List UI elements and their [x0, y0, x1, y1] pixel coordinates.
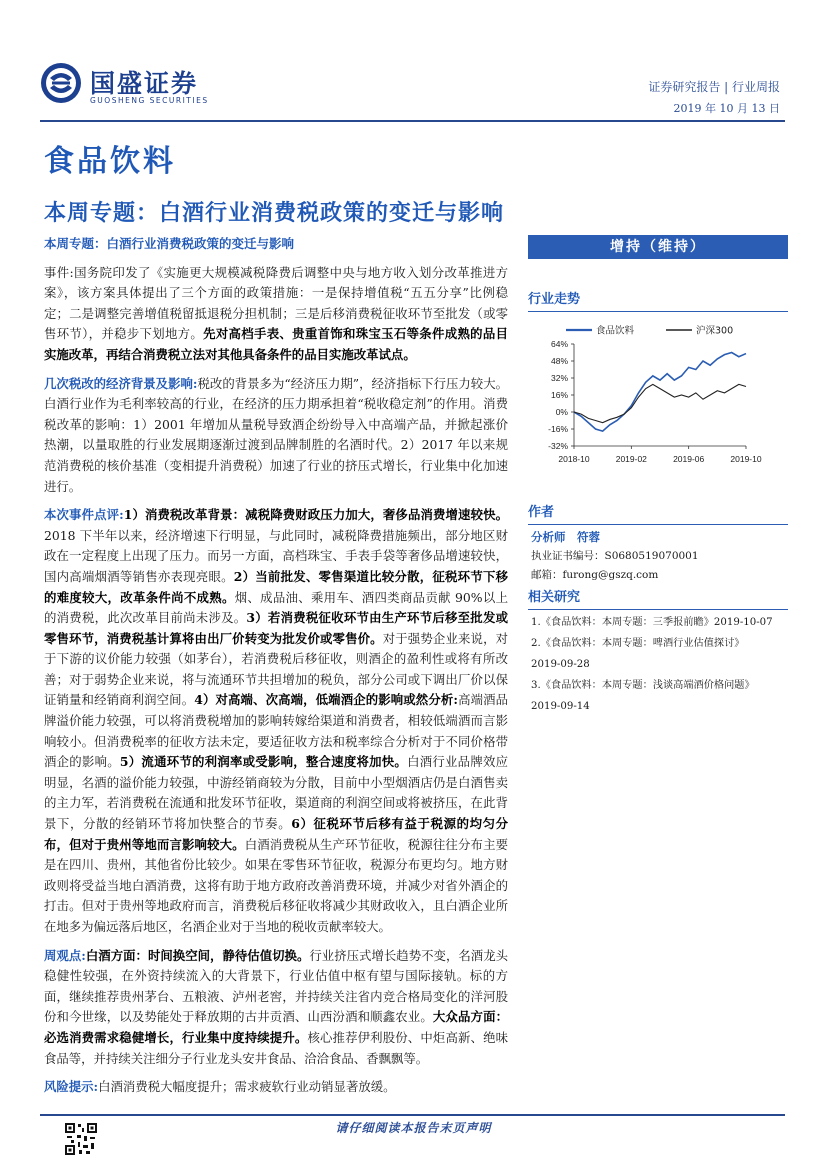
license-number: 执业证书编号：S0680519070001 — [531, 550, 699, 562]
y-tick-label: 16% — [550, 390, 568, 400]
view-point-2: 大众品方面：必选消费需求稳健增长，行业集中度持续提升。 — [44, 1009, 509, 1045]
risk-text: 白酒消费税大幅度提升；需求疲软行业动销显著放缓。 — [98, 1079, 396, 1095]
logo-text-en: GUOSHENG SECURITIES — [90, 96, 209, 105]
review-point-3: 3）若消费税征收环节由生产环节后移至批发或零售环节，消费税基计算将由出厂价转变为批发价或零售价。 — [44, 610, 508, 646]
report-title: 本周专题：白酒行业消费税政策的变迁与影响 — [44, 200, 505, 226]
series-line-csi300 — [574, 384, 746, 422]
related-item[interactable] — [531, 633, 793, 675]
x-tick-label: 2018-10 — [558, 454, 590, 464]
related-research-heading: 相关研究 — [528, 586, 788, 610]
x-tick-label: 2019-02 — [615, 454, 647, 464]
related-research-list — [531, 612, 793, 717]
y-tick-label: -16% — [548, 424, 568, 434]
event-paragraph — [44, 263, 508, 366]
background-text: 税改的背景多为“经济压力期”，经济指标下行压力较大。白酒行业作为毛利率较高的行业，在经济的压力期承担着“税收稳定剂”的作用。消费税改革的影响：1）2001 年增加从量税导致酒企纷纷导入中高端产品，并掀起涨价热潮，以量取胜的行业发展期逐渐过渡到品牌制胜的名酒时代。2）2017 年以来规范消费税的核价基准（变相提升消费税）加速了行业的挤压式增长，行业集中化加速进行。 — [44, 375, 508, 494]
industry-title: 食品饮料 — [44, 144, 176, 179]
y-tick-label: 48% — [550, 356, 568, 366]
x-tick-label: 2019-06 — [673, 454, 705, 464]
related-item-date: 2019-09-28 — [531, 659, 590, 670]
weekly-view-paragraph — [44, 946, 508, 1070]
review-text-5: 白酒行业品牌效应明显，名酒的溢价能力较强，中游经销商较为分散，目前中小型烟酒店仍是白酒售卖的主力军，若消费税在流通和批发环节征收，渠道商的利润空间或将被挤压，在此背景下，分散的经销环节将加快整合的节奏。 — [44, 754, 509, 832]
logo-text-cn: 国盛证券 — [90, 69, 199, 98]
chart-series — [574, 353, 746, 432]
related-item[interactable] — [531, 675, 793, 717]
body-subheading: 本周专题：白酒行业消费税政策的变迁与影响 — [44, 236, 295, 251]
logo-mark-icon — [40, 62, 82, 104]
related-item-date: 2019-10-07 — [713, 617, 773, 628]
background-label: 几次税改的经济背景及影响: — [44, 375, 198, 391]
background-paragraph — [44, 374, 508, 498]
review-paragraph — [44, 505, 508, 937]
view-text-2: 核心推荐伊利股份、中炬高新、绝味食品等，并持续关注细分子行业龙头安井食品、洽洽食品、香飘飘等。 — [44, 1029, 509, 1066]
event-bold-text: 先对高档手表、贵重首饰和珠宝玉石等条件成熟的品目实施改革，再结合消费税立法对其他具备条件的品目实施改革试点。 — [44, 326, 508, 362]
view-text-1: 行业挤压式增长趋势不变，名酒龙头稳健性较强，在外资持续流入的大背景下，行业估值中枢有望与国际接轨。标的方面，继续推荐贵州茅台、五粮液、泸州老窖，并持续关注省内竞合格局变化的洋河股份和今世缘，以及势能处于释放期的古井贡酒、山西汾酒和顺鑫农业。 — [44, 947, 509, 1025]
y-tick-label: 0% — [555, 407, 568, 417]
chart-legend — [566, 325, 733, 337]
author-heading: 作者 — [528, 501, 788, 525]
report-date: 2019 年 10 月 13 日 — [673, 102, 780, 115]
event-label: 事件: — [44, 264, 74, 280]
review-point-5: 5）流通环节的利润率或受影响，整合速度将加快。 — [119, 754, 408, 770]
review-point-6: 6）征税环节后移有益于税源的均匀分布，但对于贵州等地而言影响较大。 — [44, 816, 509, 852]
related-item-date: 2019-09-14 — [531, 701, 590, 712]
company-logo — [40, 62, 240, 106]
legend-label: 食品饮料 — [596, 325, 635, 337]
y-tick-label: -32% — [548, 441, 568, 451]
risk-label: 风险提示: — [44, 1079, 99, 1095]
review-text-4: 高端酒品牌溢价能力较强，可以将消费税增加的影响转嫁给渠道和消费者，相较低端酒而言影响较小。但消费税率的征收方法未定，要适征收方法和税率综合分析对于不同价格带酒企的影响。 — [44, 692, 509, 770]
chart-x-axis — [558, 446, 761, 464]
review-label: 本次事件点评: — [44, 507, 124, 523]
review-point-4: 4）对高端、次高端，低端酒企的影响或然分析: — [194, 692, 458, 708]
review-text-3: 对于强势企业来说，对于下游的议价能力较强（如茅台），若消费税后移征收，则酒企的盈利性或将有所改善；对于弱势企业来说，将与流通环节共担增加的税负，部分公司或下调出厂价以保证销量和经销商利润空间。 — [44, 630, 509, 708]
report-type: 证券研究报告 | 行业周报 — [648, 80, 780, 94]
risk-paragraph — [44, 1077, 508, 1098]
industry-trend-chart — [526, 322, 788, 467]
header-divider — [40, 120, 785, 122]
footer-divider — [40, 1114, 785, 1116]
legend-label: 沪深300 — [696, 325, 734, 337]
y-tick-label: 64% — [550, 339, 568, 349]
y-tick-label: 32% — [550, 373, 568, 383]
analyst-name: 分析师 符蓉 — [531, 530, 600, 544]
view-point-1: 白酒方面：时间换空间，静待估值切换。 — [85, 947, 310, 963]
review-point-2: 2）当前批发、零售渠道比较分散，征税环节下移的难度较大，改革条件尚不成熟。 — [44, 568, 509, 605]
review-text-6: 白酒消费税从生产环节征收，税源往往分布主要是在四川、贵州，其他省份比较少。如果在零售环节征收，税源分布更均匀。地方财政则将受益当地白酒消费，这将有助于地方政府改善消费环境，并减少对省外酒企的打击。但对于贵州等地政府而言，消费税后移征收将减少其财政收入，且白酒企业所在地多为偏远落后地区，名酒企业对于当地的税收贡献率较大。 — [44, 836, 509, 934]
report-body — [44, 234, 508, 1106]
related-item[interactable] — [531, 612, 793, 633]
related-item-title: 1.《食品饮料：本周专题：三季报前瞻》 — [531, 617, 714, 628]
review-text-1: 2018 下半年以来，经济增速下行明显，与此同时，减税降费措施频出，部分地区财政在一定程度上出现了压力。而另一方面，高档珠宝、手表手袋等奢侈品增速较快，国内高端烟酒等销售亦表现亮眼。 — [44, 527, 508, 584]
review-text-2: 烟、成品油、乘用车、酒四类商品贡献 90%以上的消费税，此次改革目前尚未涉及。 — [44, 589, 509, 626]
analyst-email: 邮箱：furong@gszq.com — [531, 569, 659, 581]
related-item-title: 3.《食品饮料：本周专题：浅谈高端酒价格问题》 — [531, 680, 755, 691]
rating-badge: 增持（维持） — [528, 235, 788, 259]
trend-heading: 行业走势 — [528, 288, 788, 312]
related-item-title: 2.《食品饮料：本周专题：啤酒行业估值探讨》 — [531, 638, 745, 649]
chart-y-axis — [548, 339, 574, 451]
x-tick-label: 2019-10 — [730, 454, 762, 464]
footer-disclaimer: 请仔细阅读本报告末页声明 — [335, 1121, 492, 1135]
event-text: 国务院印发了《实施更大规模减税降费后调整中央与地方收入划分改革推进方案》，该方案具体提出了三个方面的政策措施：一是保持增值税“五五分享”比例稳定；二是调整完善增值税留抵退税分担机制；三是后移消费税征收环节至批发（或零售环节），并稳步下划地方。 — [44, 264, 509, 342]
review-point-1: 1）消费税改革背景：减税降费财政压力加大，奢侈品消费增速较快。 — [123, 507, 509, 523]
weekly-view-label: 周观点: — [44, 947, 86, 963]
